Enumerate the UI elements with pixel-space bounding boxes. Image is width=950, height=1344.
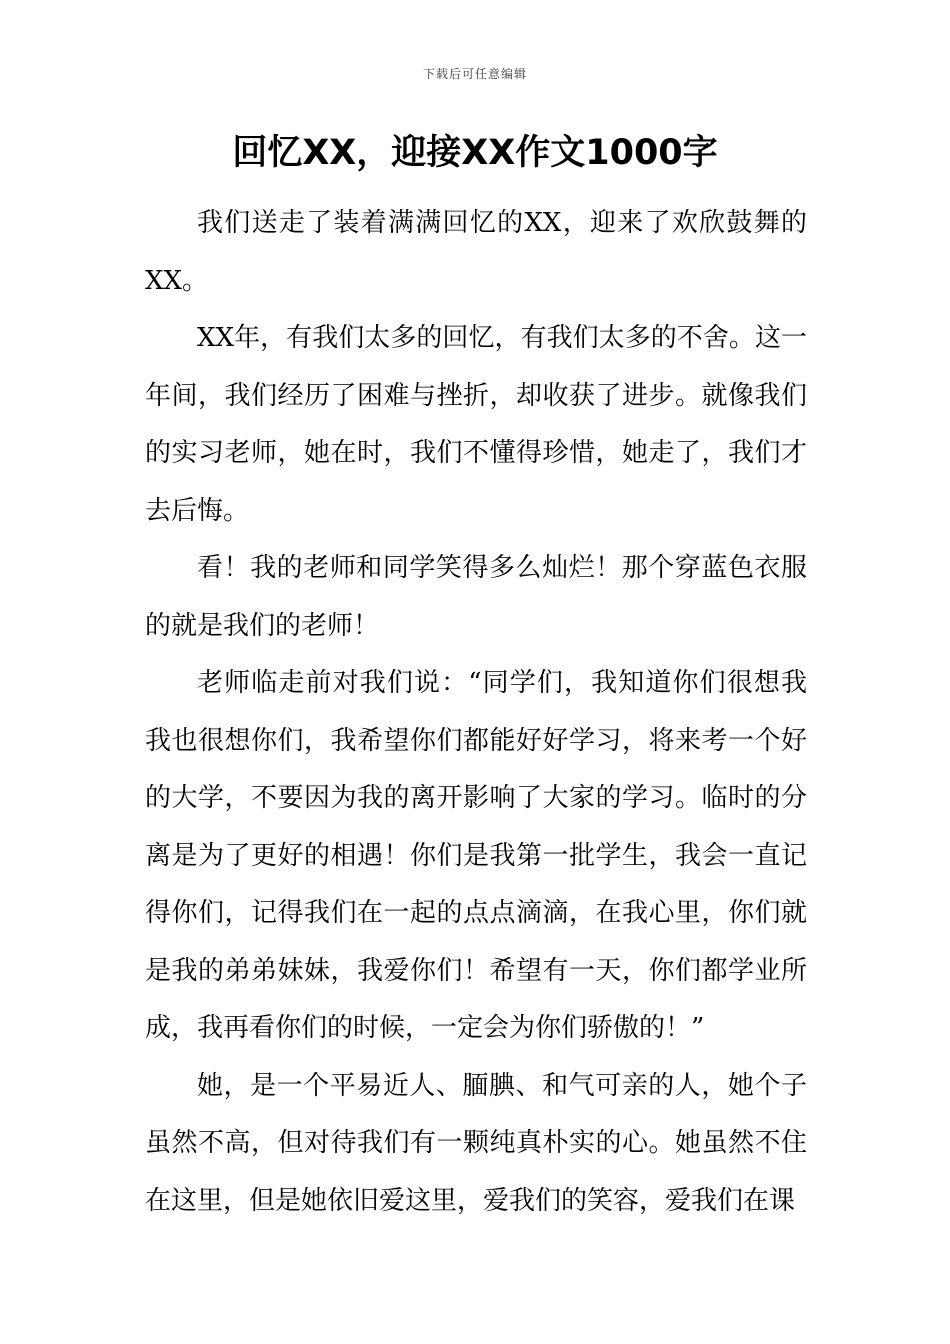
paragraph: 她，是一个平易近人、腼腆、和气可亲的人，她个子虽然不高，但对待我们有一颗纯真朴实的心。她虽然不住在这里，但是她依旧爱这里，爱我们的笑容，爱我们在课 bbox=[145, 1070, 807, 1216]
paragraph: 我们送走了装着满满回忆的XX，迎来了欢欣鼓舞的XX。 bbox=[145, 208, 807, 296]
paragraph: 老师临走前对我们说：“同学们，我知道你们很想我我也很想你们，我希望你们都能好好学习，将来考一个好的大学，不要因为我的离开影响了大家的学习。临时的分离是为了更好的相遇！你们是我第一批学生，我会一直记得你们，记得我们在一起的点点滴滴，在我心里，你们就是我的弟弟妹妹，我爱你们！希望有一天，你们都学业所成，我再看你们的时候，一定会为你们骄傲的！” bbox=[145, 668, 807, 1043]
paragraph: 看！我的老师和同学笑得多么灿烂！那个穿蓝色衣服的就是我们的老师！ bbox=[145, 553, 807, 641]
header-note: 下载后可任意编辑 bbox=[422, 67, 527, 81]
document-body bbox=[145, 195, 807, 1230]
paragraph: XX年，有我们太多的回忆，有我们太多的不舍。这一年间，我们经历了困难与挫折，却收获了进步。就像我们的实习老师，她在时，我们不懂得珍惜，她走了，我们才去后悔。 bbox=[145, 323, 807, 526]
document-title: 回忆XX，迎接XX作文1000字 bbox=[232, 133, 718, 173]
